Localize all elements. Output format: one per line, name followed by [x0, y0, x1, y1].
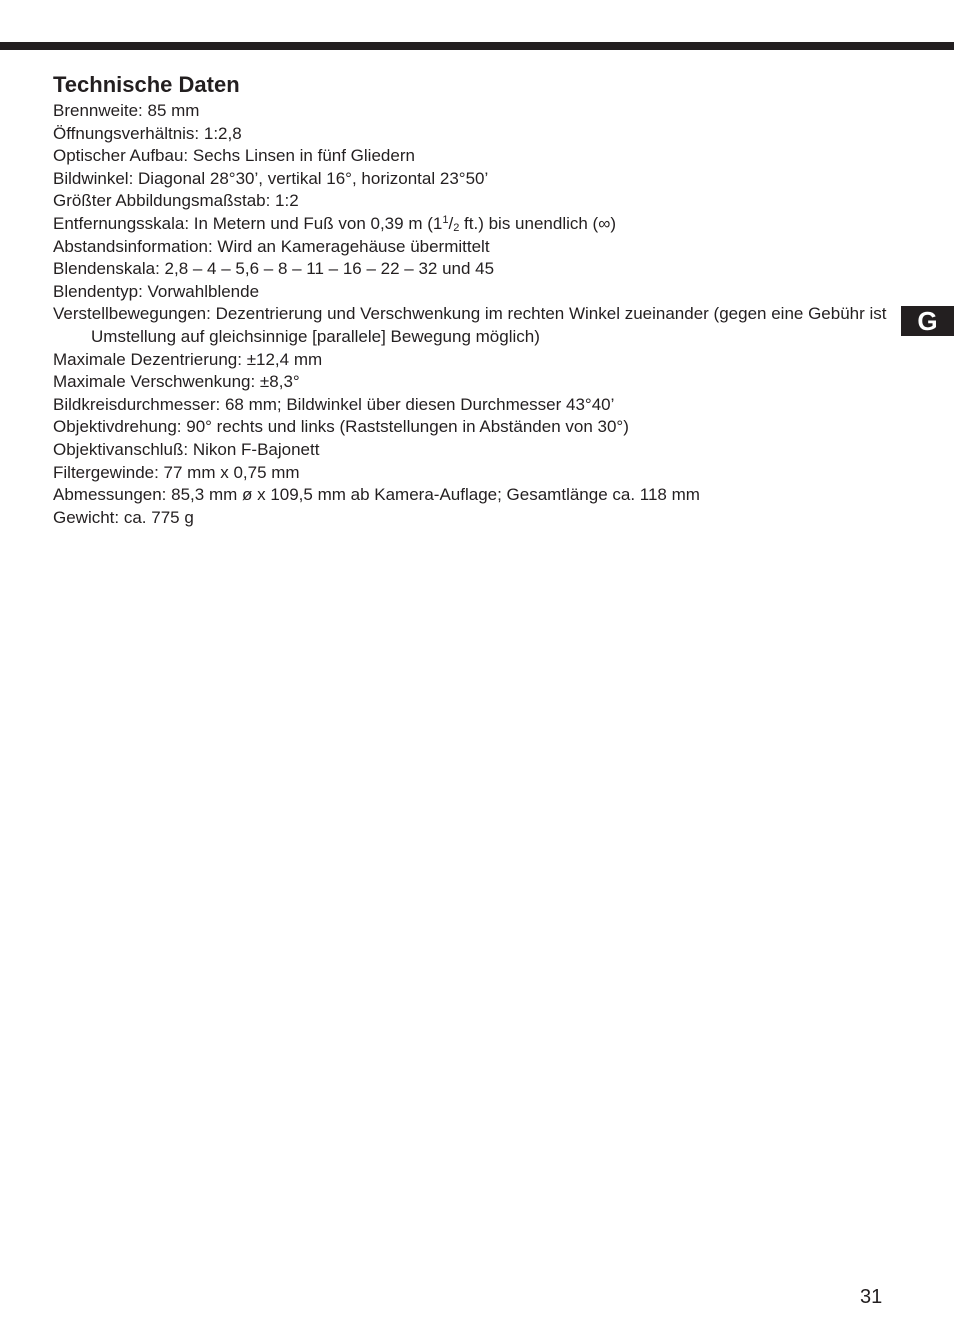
spec-item-aperture-ratio: Öffnungsverhältnis: 1:2,8 [53, 123, 242, 143]
spec-item-movements: Verstellbewegungen: Dezentrierung und Verschwenkung im rechten Winkel zueinander (gegen eine Gebühr ist Umstellung auf gleichsinnige [parallele] Bewegung möglich) [53, 304, 887, 346]
distance-scale-text: Entfernungsskala: In Metern und Fuß von 0,39 m (1 [53, 213, 443, 233]
spec-item-optical-construction: Optischer Aufbau: Sechs Linsen in fünf Gliedern [53, 146, 415, 166]
spec-item-max-reproduction-ratio: Größter Abbildungsmaßstab: 1:2 [53, 191, 299, 211]
spec-item-lens-rotation: Objektivdrehung: 90° rechts und links (Raststellungen in Abständen von 30°) [53, 417, 629, 437]
fraction-numerator: 1 [442, 213, 449, 226]
spec-item-distance-scale [53, 213, 893, 236]
spec-item-max-shift: Maximale Dezentrierung: ±12,4 mm [53, 349, 323, 369]
section-title: Technische Daten [53, 72, 240, 97]
spec-item-aperture-scale: Blendenskala: 2,8 – 4 – 5,6 – 8 – 11 – 16 – 22 – 32 und 45 [53, 259, 495, 279]
spec-item-image-circle: Bildkreisdurchmesser: 68 mm; Bildwinkel über diesen Durchmesser 43°40’ [53, 394, 615, 414]
page-number: 31 [860, 1286, 883, 1308]
spec-item-angle-of-view: Bildwinkel: Diagonal 28°30’, vertikal 16°, horizontal 23°50’ [53, 168, 489, 188]
spec-item-filter-thread: Filtergewinde: 77 mm x 0,75 mm [53, 462, 300, 482]
language-tab: G [901, 306, 954, 336]
distance-scale-suffix: ft.) bis unendlich (∞) [459, 213, 616, 233]
top-rule [0, 42, 954, 50]
fraction-denominator: 2 [453, 221, 460, 234]
spec-list [53, 100, 893, 529]
spec-item-dimensions: Abmessungen: 85,3 mm ø x 109,5 mm ab Kamera-Auflage; Gesamtlänge ca. 118 mm [53, 485, 700, 505]
spec-section [53, 70, 893, 529]
spec-item-weight: Gewicht: ca. 775 g [53, 507, 194, 527]
spec-item-distance-information: Abstandsinformation: Wird an Kameragehäuse übermittelt [53, 236, 490, 256]
spec-item-focal-length: Brennweite: 85 mm [53, 101, 200, 120]
spec-item-mount: Objektivanschluß: Nikon F-Bajonett [53, 439, 320, 459]
distance-scale-fraction: $^1/_2$ [442, 213, 460, 234]
spec-item-max-tilt: Maximale Verschwenkung: ±8,3° [53, 372, 300, 392]
spec-item-diaphragm-type: Blendentyp: Vorwahlblende [53, 281, 260, 301]
